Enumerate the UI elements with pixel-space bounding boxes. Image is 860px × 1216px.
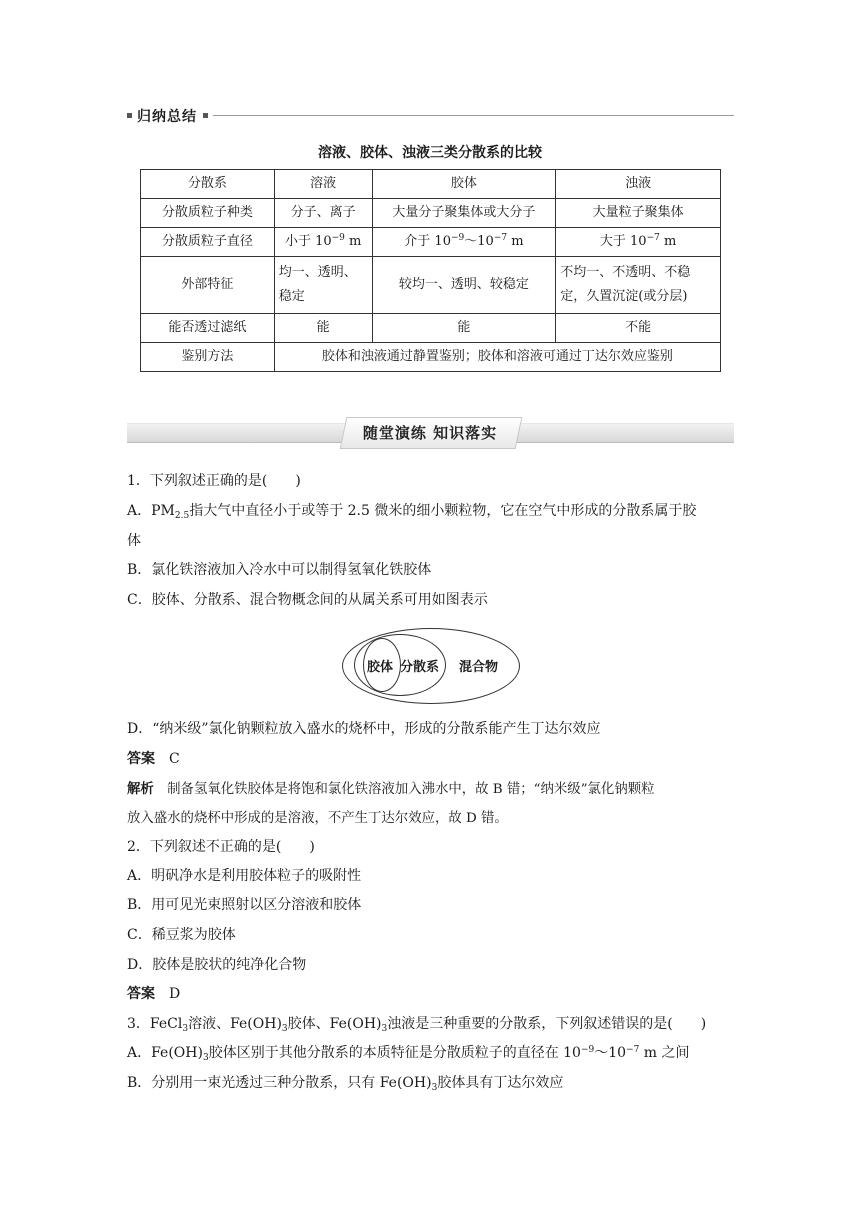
option-c: C．稀豆浆为胶体 bbox=[127, 927, 236, 943]
option-b bbox=[127, 1072, 735, 1092]
option-a bbox=[127, 1042, 735, 1062]
square-bullet-icon bbox=[203, 113, 208, 118]
option-d: D．“纳米级”氯化钠颗粒放入盛水的烧杯中，形成的分散系能产生丁达尔效应 bbox=[127, 721, 601, 737]
exponent: −9 bbox=[580, 1045, 595, 1055]
cell-text: ～10 bbox=[464, 234, 494, 249]
option-text: 胶体区别于其他分散系的本质特征是分散质粒子的直径在 10 bbox=[208, 1045, 581, 1061]
subscript: 2.5 bbox=[174, 511, 190, 521]
unit: m bbox=[659, 234, 677, 249]
table-row bbox=[141, 199, 721, 228]
table-cell: 分子、离子 bbox=[274, 199, 372, 228]
table-cell bbox=[556, 228, 721, 257]
exponent: −7 bbox=[626, 1045, 640, 1055]
stem-text: 浊液是三种重要的分散系，下列叙述错误的是( ) bbox=[387, 1016, 707, 1032]
table-cell: 分散质粒子种类 bbox=[141, 199, 275, 228]
summary-label: 归纳总结 bbox=[137, 109, 197, 125]
option-b: B．氯化铁溶液加入冷水中可以制得氢氧化铁胶体 bbox=[127, 562, 432, 578]
table-cell bbox=[556, 257, 721, 314]
table-cell: 分散系 bbox=[141, 170, 275, 199]
diagram-label-dispersion: 分散系 bbox=[400, 660, 440, 675]
exponent: −7 bbox=[646, 233, 660, 243]
diagram-label-colloid: 胶体 bbox=[367, 660, 394, 675]
option-text: A．PM bbox=[127, 503, 175, 519]
table-cell bbox=[274, 228, 372, 257]
table-row bbox=[141, 228, 721, 257]
table-cell: 不能 bbox=[556, 314, 721, 343]
stem-text: 胶体、Fe(OH) bbox=[287, 1016, 382, 1032]
option-a: A．明矾净水是利用胶体粒子的吸附性 bbox=[127, 868, 362, 884]
table-row bbox=[141, 170, 721, 199]
option-a-continued: 体 bbox=[127, 533, 141, 549]
answer bbox=[127, 748, 735, 768]
table-row bbox=[141, 314, 721, 343]
exponent: −9 bbox=[450, 233, 465, 243]
option-text: B．分别用一束光透过三种分散系，只有 Fe(OH) bbox=[127, 1075, 432, 1091]
subscript: 3 bbox=[381, 1024, 388, 1034]
subscript: 3 bbox=[431, 1083, 438, 1093]
table-cell: 能 bbox=[372, 314, 556, 343]
option-text: ～10 bbox=[594, 1045, 627, 1061]
cell-line: 稳定 bbox=[278, 289, 305, 304]
answer-value: D bbox=[169, 986, 181, 1002]
cell-text: 小于 10 bbox=[284, 234, 332, 249]
subscript: 3 bbox=[182, 1024, 189, 1034]
option-text: m 之间 bbox=[639, 1045, 690, 1061]
analysis-label: 解析 bbox=[127, 782, 154, 797]
banner-title: 随堂演练 知识落实 bbox=[362, 424, 498, 442]
analysis-text: 制备氢氧化铁胶体是将饱和氯化铁溶液加入沸水中，故 B 错；“纳米级”氯化钠颗粒 bbox=[167, 782, 655, 797]
table-cell: 大量分子聚集体或大分子 bbox=[372, 199, 556, 228]
cell-line: 不均一、不透明、不稳 bbox=[560, 265, 691, 280]
table-cell: 鉴别方法 bbox=[141, 343, 275, 372]
answer-label: 答案 bbox=[127, 986, 155, 1002]
question-stem: 2．下列叙述不正确的是( ) bbox=[127, 839, 315, 855]
table-cell: 较均一、透明、较稳定 bbox=[372, 257, 556, 314]
table-cell: 胶体 bbox=[372, 170, 556, 199]
diagram-label-mixture: 混合物 bbox=[459, 660, 499, 675]
divider bbox=[213, 115, 734, 116]
option-d: D．胶体是胶状的纯净化合物 bbox=[127, 957, 307, 973]
table-row bbox=[141, 257, 721, 314]
analysis-continued: 放入盛水的烧杯中形成的是溶液，不产生丁达尔效应，故 D 错。 bbox=[127, 811, 508, 826]
unit: m bbox=[344, 234, 362, 249]
table-cell: 能否透过滤纸 bbox=[141, 314, 275, 343]
cell-text: 介于 10 bbox=[404, 234, 451, 249]
table-cell: 外部特征 bbox=[141, 257, 275, 314]
table-cell: 胶体和浊液通过静置鉴别；胶体和溶液可通过丁达尔效应鉴别 bbox=[274, 343, 720, 372]
cell-text: 大于 10 bbox=[599, 234, 647, 249]
option-text: 胶体具有丁达尔效应 bbox=[437, 1075, 564, 1091]
subscript: 3 bbox=[281, 1024, 288, 1034]
stem-text: 溶液、Fe(OH) bbox=[188, 1016, 282, 1032]
table-cell: 能 bbox=[274, 314, 372, 343]
square-bullet-icon bbox=[127, 113, 132, 118]
option-text: A．Fe(OH) bbox=[127, 1045, 203, 1061]
unit: m bbox=[507, 234, 524, 249]
table-cell: 浊液 bbox=[556, 170, 721, 199]
question-stem bbox=[127, 1013, 735, 1033]
comparison-table bbox=[140, 169, 721, 372]
venn-diagram bbox=[342, 628, 520, 704]
table-cell: 大量粒子聚集体 bbox=[556, 199, 721, 228]
cell-line: 定，久置沉淀(或分层) bbox=[560, 289, 688, 304]
subscript: 3 bbox=[202, 1053, 209, 1063]
section-banner bbox=[127, 413, 734, 449]
answer bbox=[127, 983, 735, 1003]
answer-label: 答案 bbox=[127, 751, 155, 767]
table-cell bbox=[372, 228, 556, 257]
table-cell: 溶液 bbox=[274, 170, 372, 199]
cell-line: 均一、透明、 bbox=[278, 265, 357, 280]
table-cell: 分散质粒子直径 bbox=[141, 228, 275, 257]
option-b: B．用可见光束照射以区分溶液和胶体 bbox=[127, 897, 362, 913]
option-text: 指大气中直径小于或等于 2.5 微米的细小颗粒物，它在空气中形成的分散系属于胶 bbox=[189, 503, 697, 519]
exponent: −9 bbox=[331, 233, 345, 243]
option-c: C．胶体、分散系、混合物概念间的从属关系可用如图表示 bbox=[127, 592, 488, 608]
answer-value: C bbox=[169, 751, 180, 767]
table-title: 溶液、胶体、浊液三类分散系的比较 bbox=[318, 145, 542, 161]
table-cell bbox=[274, 257, 372, 314]
exponent: −7 bbox=[493, 233, 508, 243]
option-a bbox=[127, 500, 735, 520]
stem-text: 3．FeCl bbox=[127, 1016, 183, 1032]
table-row bbox=[141, 343, 721, 372]
question-stem: 1．下列叙述正确的是( ) bbox=[127, 473, 301, 489]
analysis bbox=[127, 778, 735, 797]
summary-header bbox=[127, 106, 734, 126]
